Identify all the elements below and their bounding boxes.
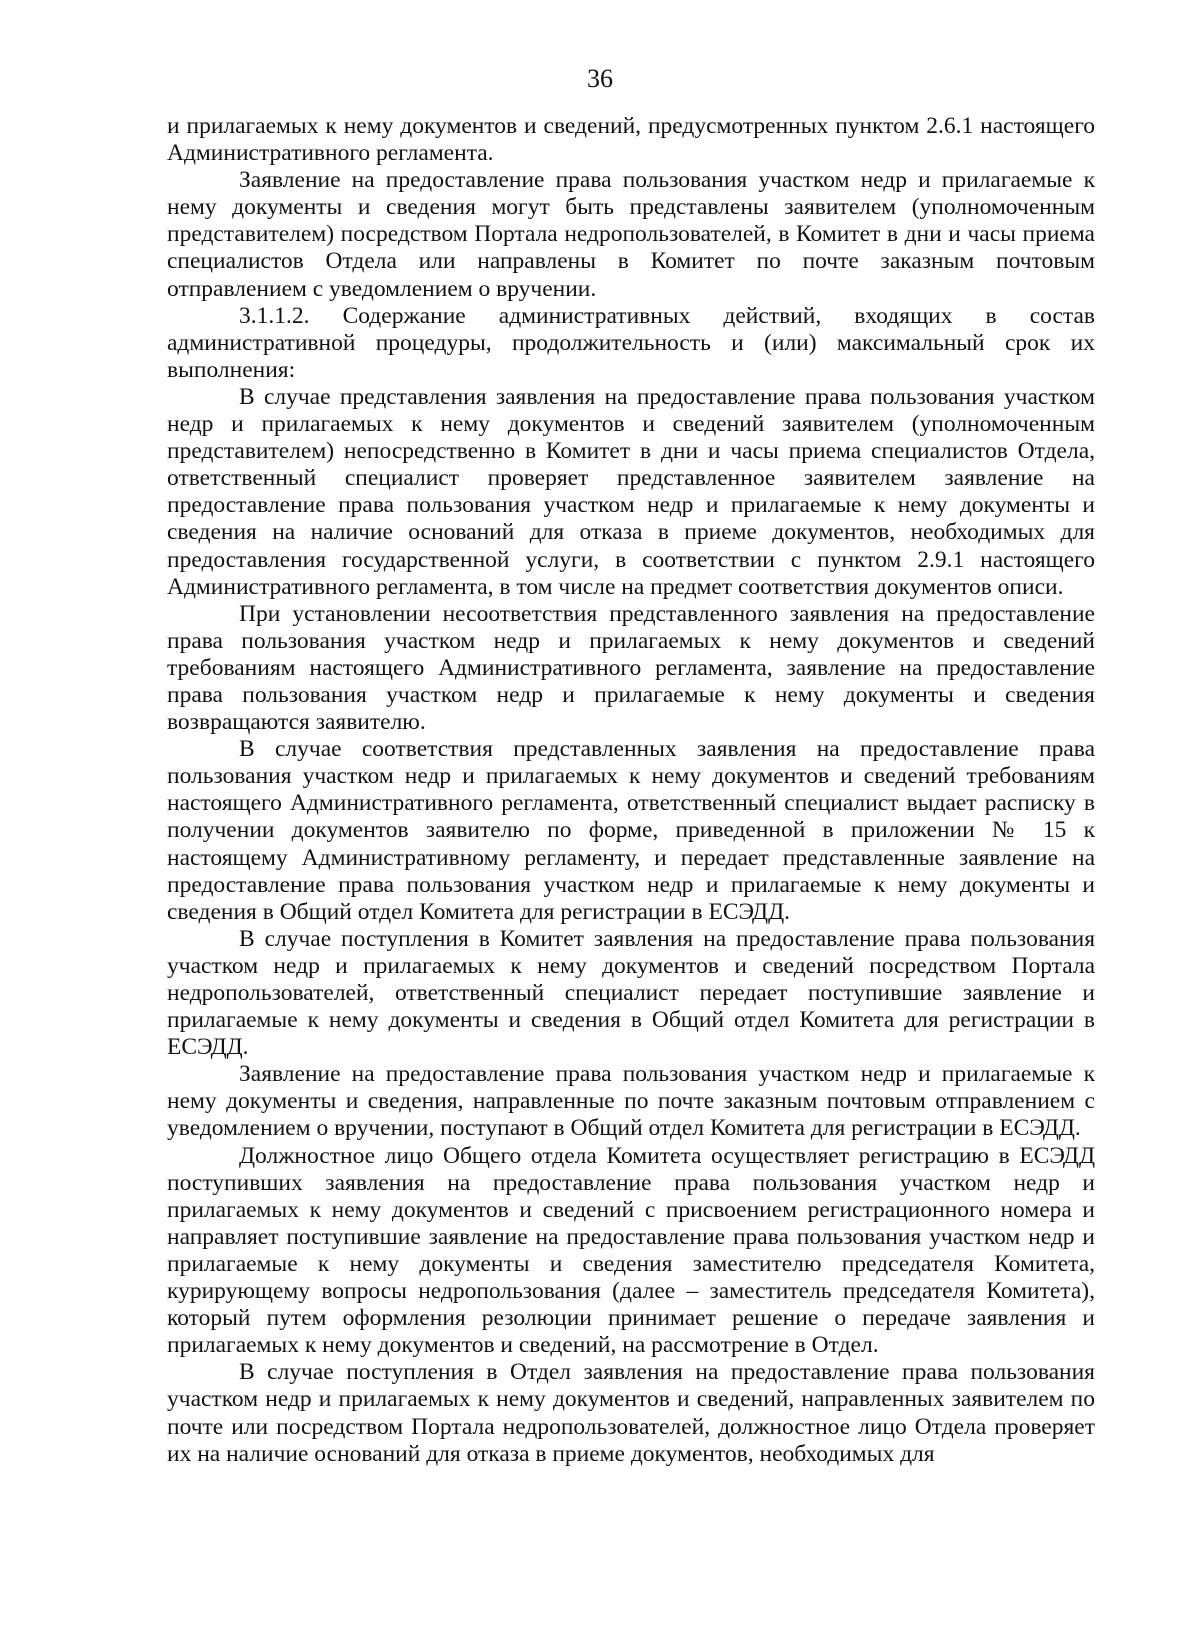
paragraph-in-person-submission: В случае представления заявления на предоставление права пользования участком недр и прилагаемых к нему документов и сведений заявителем (уполномоченным представителем) непосредственно в Комитет в дни и часы приема специалистов Отдела, ответственный специалист проверяет представленное заявителем заявление на предоставление права пользования участком недр и прилагаемые к нему документы и сведения на наличие оснований для отказа в приеме документов, необходимых для предоставления государственной услуги, в соответствии с пунктом 2.9.1 настоящего Административного регламента, в том числе на предмет соответствия документов описи. <box>167 383 1095 600</box>
paragraph-postal-submission: Заявление на предоставление права пользования участком недр и прилагаемые к нему документы и сведения, направленные по почте заказным почтовым отправлением с уведомлением о вручении, поступают в Общий отдел Комитета для регистрации в ЕСЭДД. <box>167 1061 1095 1142</box>
paragraph-department-review: В случае поступления в Отдел заявления на предоставление права пользования участком недр и прилагаемых к нему документов и сведений, направленных заявителем по почте или посредством Портала недропользователей, должностное лицо Отдела проверяет их на наличие оснований для отказа в приеме документов, необходимых для <box>167 1359 1095 1467</box>
paragraph-continuation: и прилагаемых к нему документов и сведений, предусмотренных пунктом 2.6.1 настоящего Административного регламента. <box>167 113 1095 167</box>
paragraph-section-3-1-1-2: 3.1.1.2. Содержание административных действий, входящих в состав административной процедуры, продолжительность и (или) максимальный срок их выполнения: <box>167 302 1095 383</box>
paragraph-nonconformity: При установлении несоответствия представленного заявления на предоставление права пользования участком недр и прилагаемых к нему документов и сведений требованиям настоящего Административного регламента, заявление на предоставление права пользования участком недр и прилагаемые к нему документы и сведения возвращаются заявителю. <box>167 600 1095 736</box>
paragraph-application-submission: Заявление на предоставление права пользования участком недр и прилагаемые к нему документы и сведения могут быть представлены заявителем (уполномоченным представителем) посредством Портала недропользователей, в Комитет в дни и часы приема специалистов Отдела или направлены в Комитет по почте заказным почтовым отправлением с уведомлением о вручении. <box>167 167 1095 302</box>
paragraph-conformity: В случае соответствия представленных заявления на предоставление права пользования участком недр и прилагаемых к нему документов и сведений требованиям настоящего Административного регламента, ответственный специалист выдает расписку в получении документов заявителю по форме, приведенной в приложении № 15 к настоящему Административному регламенту, и передает представленные заявление на предоставление права пользования участком недр и прилагаемые к нему документы и сведения в Общий отдел Комитета для регистрации в ЕСЭДД. <box>167 736 1095 925</box>
paragraph-portal-submission: В случае поступления в Комитет заявления на предоставление права пользования участком недр и прилагаемых к нему документов и сведений посредством Портала недропользователей, ответственный специалист передает поступившие заявление и прилагаемые к нему документы и сведения в Общий отдел Комитета для регистрации в ЕСЭДД. <box>167 925 1095 1061</box>
paragraph-registration: Должностное лицо Общего отдела Комитета осуществляет регистрацию в ЕСЭДД поступивших заявления на предоставление права пользования участком недр и прилагаемых к нему документов и сведений с присвоением регистрационного номера и направляет поступившие заявление на предоставление права пользования участком недр и прилагаемые к нему документы и сведения заместителю председателя Комитета, курирующему вопросы недропользования (далее – заместитель председателя Комитета), который путем оформления резолюции принимает решение о передаче заявления и прилагаемых к нему документов и сведений, на рассмотрение в Отдел. <box>167 1142 1095 1359</box>
document-body <box>167 113 1095 1468</box>
page-number: 36 <box>587 64 613 93</box>
